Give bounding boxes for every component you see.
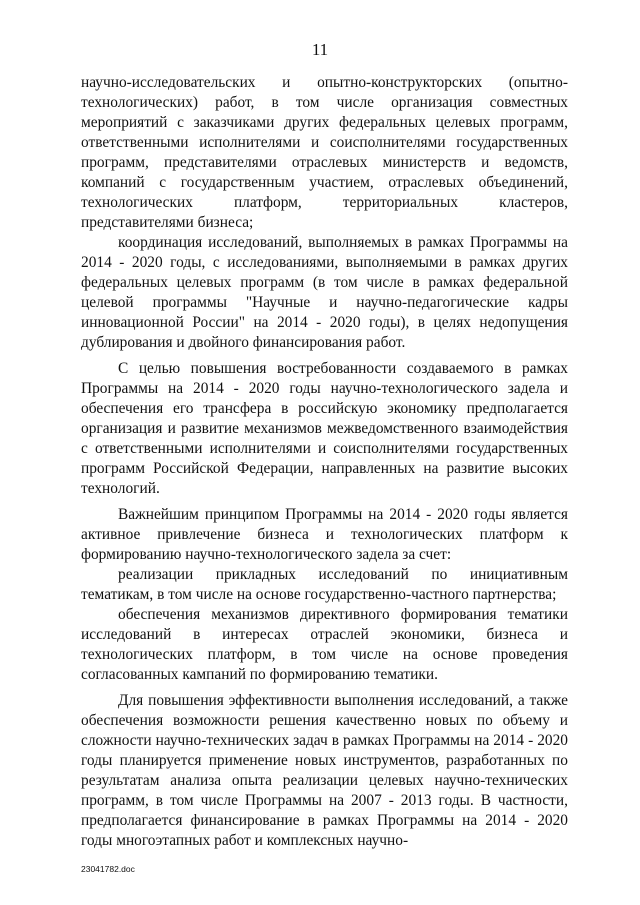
paragraph-5: реализации прикладных исследований по инициативным тематикам, в том числе на основе государственно-частного партнерства; [81,566,568,603]
footer-filename: 23041782.doc [81,864,135,874]
paragraph-3: С целью повышения востребованности создаваемого в рамках Программы на 2014 - 2020 годы научно-технологического задела и обеспечения его трансфера в российскую экономику предполагается организация и развитие механизмов межведомственного взаимодействия с ответственными исполнителями и соисполнителями государственных программ Российской Федерации, направленных на развитие высоких технологий. [81,360,568,497]
page-number: 11 [311,40,329,59]
paragraph-4: Важнейшим принципом Программы на 2014 - 2020 годы является активное привлечение бизнеса и технологических платформ к формированию научно-технологического задела за счет: [81,506,568,563]
paragraph-7: Для повышения эффективности выполнения исследований, а также обеспечения возможности решения качественно новых по объему и сложности научно-технических задач в рамках Программы на 2014 - 2020 годы планируется применение новых инструментов, разработанных по результатам анализа опыта реализации целевых научно-технических программ, в том числе Программы на 2007 - 2013 годы. В частности, предполагается финансирование в рамках Программы на 2014 - 2020 годы многоэтапных работ и комплексных научно- [81,692,568,849]
document-body [81,73,568,851]
paragraph-6: обеспечения механизмов директивного формирования тематики исследований в интересах отраслей экономики, бизнеса и технологических платформ, в том числе на основе проведения согласованных кампаний по формированию тематики. [81,606,568,683]
paragraph-2: координация исследований, выполняемых в рамках Программы на 2014 - 2020 годы, с исследованиями, выполняемыми в рамках других федеральных целевых программ (в том числе в рамках федеральной целевой программы "Научные и научно-педагогические кадры инновационной России" на 2014 - 2020 годы), в целях недопущения дублирования и двойного финансирования работ. [81,234,568,351]
paragraph-1: научно-исследовательских и опытно-конструкторских (опытно-технологических) работ, в том числе организация совместных мероприятий с заказчиками других федеральных целевых программ, ответственными исполнителями и соисполнителями государственных программ, представителями отраслевых министерств и ведомств, компаний с государственным участием, отраслевых объединений, технологических платформ, территориальных кластеров, представителями бизнеса; [81,74,568,231]
